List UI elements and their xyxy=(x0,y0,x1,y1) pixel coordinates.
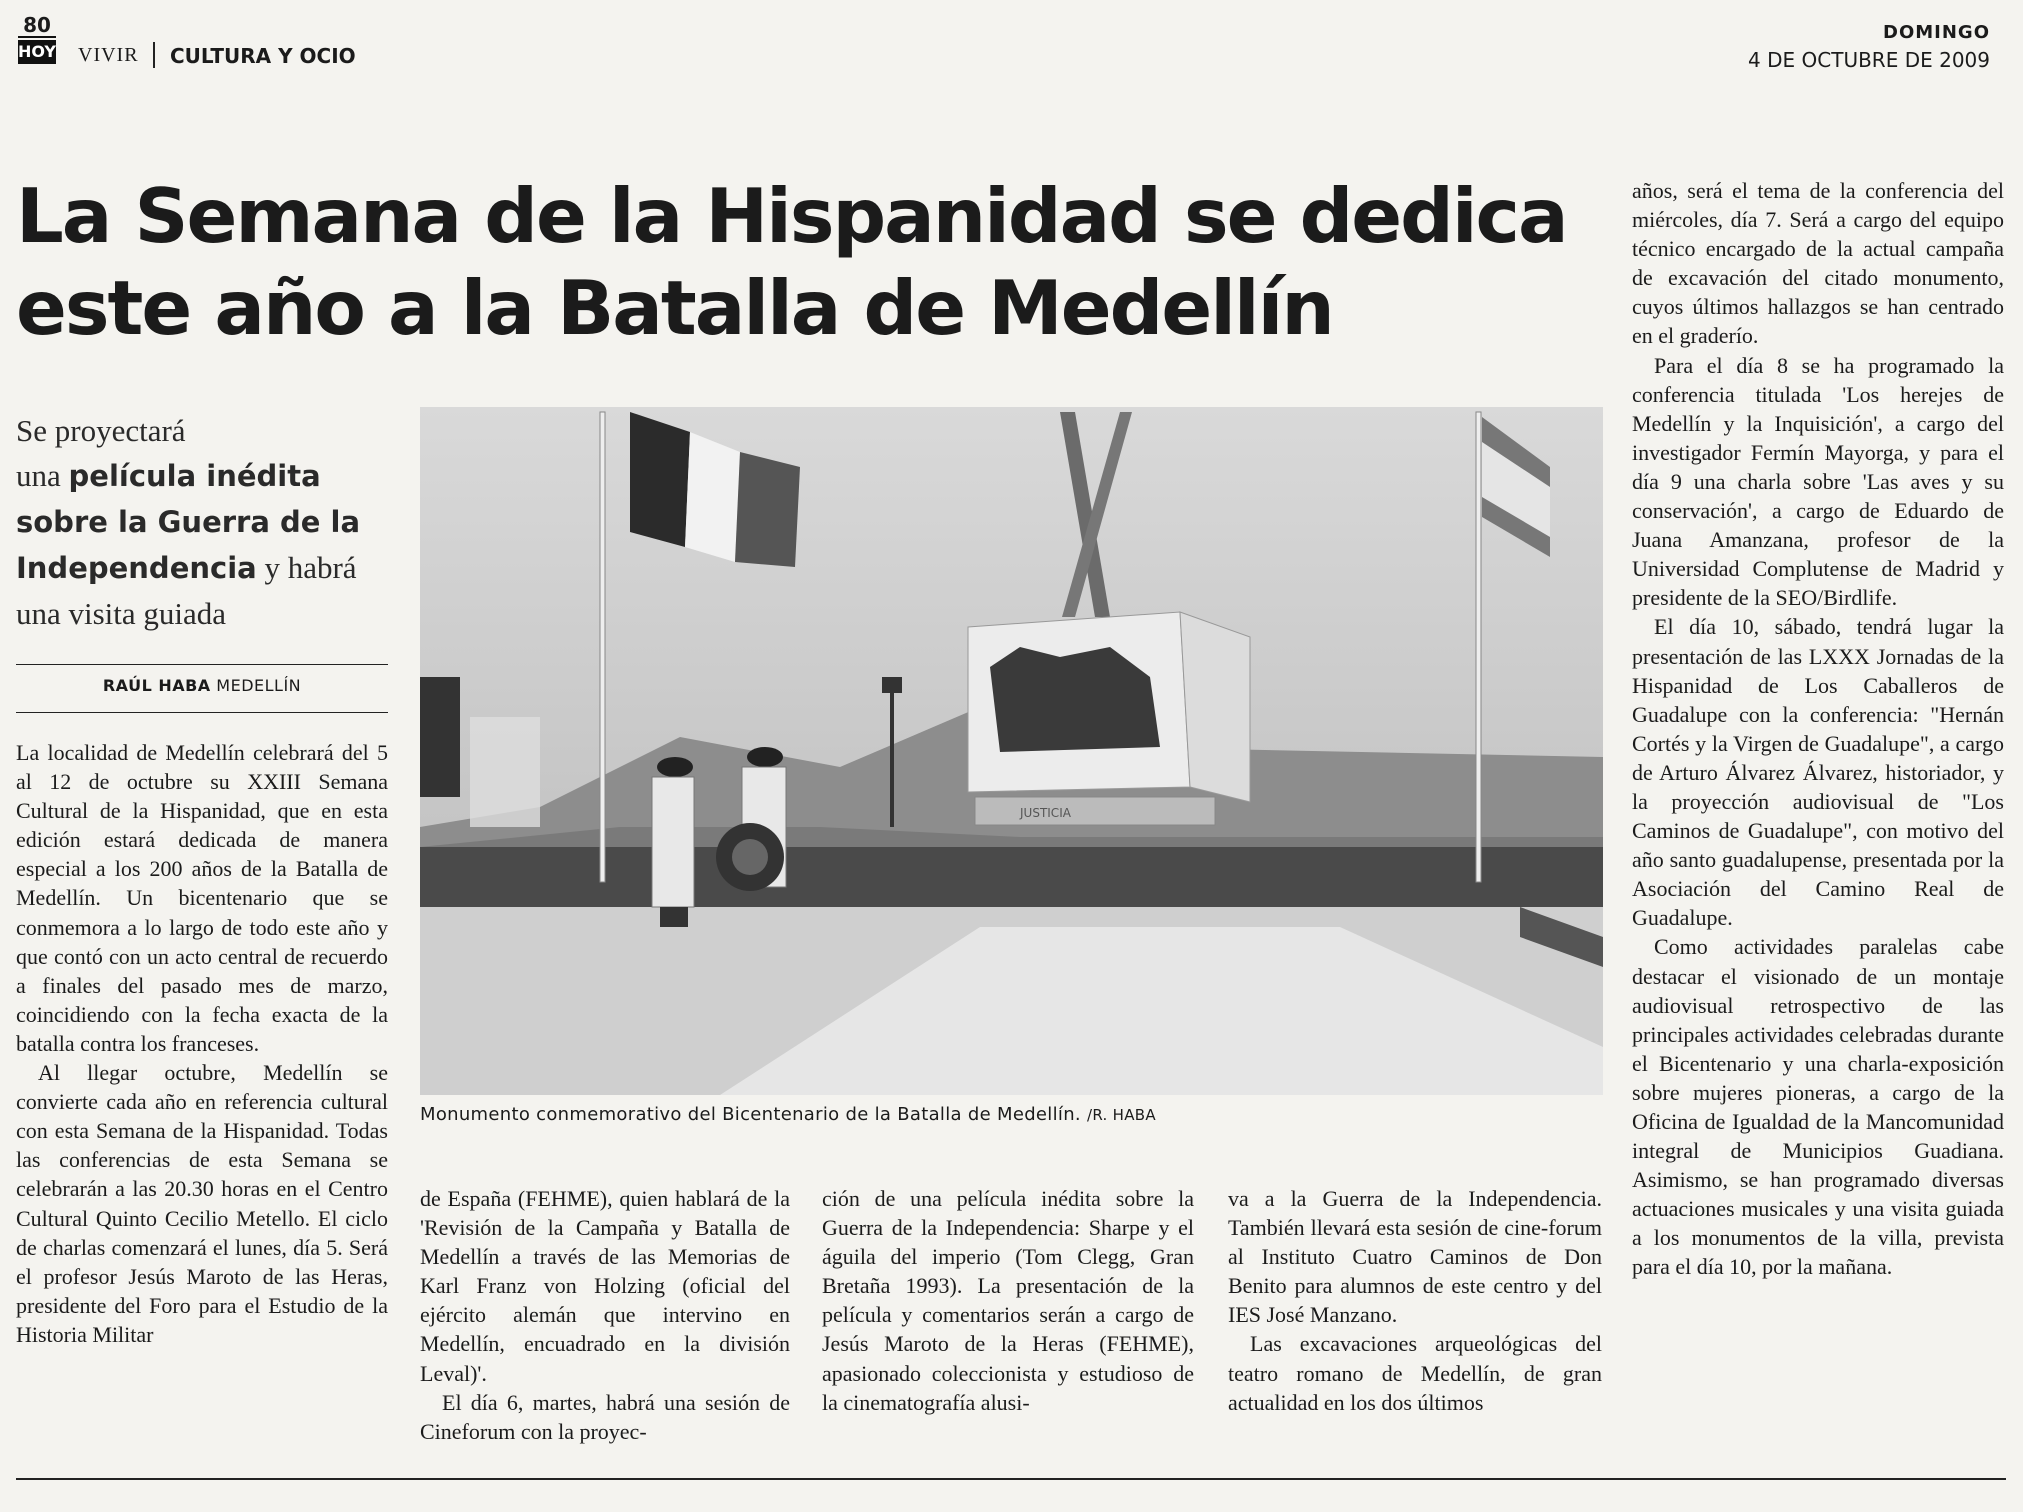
lead-emphasis: sobre la Guerra de la xyxy=(16,505,361,539)
paragraph: va a la Guerra de la Independencia. También llevará esta sesión de cine-forum al Instituto Cuatro Caminos de Don Benito para alumnos de este centro y del IES José Manzano. xyxy=(1228,1186,1602,1328)
lead-line: una xyxy=(16,458,69,493)
headline-line-1: La Semana de la Hispanidad se dedica xyxy=(16,172,1567,260)
paragraph: Al llegar octubre, Medellín se convierte cada año en referencia cultural con esta Semana de la Hispanidad. Todas las conferencias de esta Semana se celebrarán a las 20.30 horas en el Centro Cultural Quinto Cecilio Metello. El ciclo de charlas comenzará el lunes, día 5. Será el profesor Jesús Maroto de las Heras, presidente del Foro para el Estudio de la Historia Militar xyxy=(16,1060,388,1347)
headline xyxy=(16,170,1606,354)
page-number: 80 xyxy=(18,14,56,38)
paragraph: La localidad de Medellín celebrará del 5 al 12 de octubre su XXIII Semana Cultural de la Hispanidad, que en esta edición estará dedicada de manera especial a los 200 años de la Batalla de Medellín. Un bicentenario que se conmemora a lo largo de todo este año y que contó con un acto central de recuerdo a finales del pasado mes de marzo, coincidiendo con la fecha exacta de la batalla contra los franceses. xyxy=(16,740,388,1056)
paragraph: de España (FEHME), quien hablará de la 'Revisión de la Campaña y Batalla de Medellín a través de las Memorias de Karl Franz von Holzing (oficial del ejército alemán que intervino en Medellín, encuadrado en la división Leval)'. xyxy=(420,1186,790,1386)
lead-emphasis: Independencia xyxy=(16,551,257,585)
byline-rule-bottom xyxy=(16,712,388,713)
section-label: VIVIR xyxy=(78,44,139,66)
article-column-4 xyxy=(1228,1184,1602,1417)
caption-text: Monumento conmemorativo del Bicentenario de la Batalla de Medellín. xyxy=(420,1104,1081,1125)
headline-line-2: este año a la Batalla de Medellín xyxy=(16,264,1333,352)
byline-rule-top xyxy=(16,664,388,665)
article-column-5 xyxy=(1632,176,2004,1282)
monument-inscription: JUSTICIA xyxy=(1020,806,1071,820)
byline xyxy=(16,676,388,695)
page-bottom-rule xyxy=(16,1478,2006,1480)
paragraph: años, será el tema de la conferencia del miércoles, día 7. Será a cargo del equipo técnico encargado de la actual campaña de excavación del citado monumento, cuyos últimos hallazgos se han centrado en el graderío. xyxy=(1632,178,2004,349)
paragraph: Como actividades paralelas cabe destacar el visionado de un montaje audiovisual retrospectivo de las principales actividades celebradas durante el Bicentenario y una charla-exposición sobre mujeres pioneras, a cargo de la Oficina de Igualdad de la Mancomunidad integral de Municipios Guadiana. Asimismo, se han programado diversas actuaciones musicales y una visita guiada a los monumentos de la villa, prevista para el día 10, por la mañana. xyxy=(1632,934,2004,1280)
byline-location: MEDELLÍN xyxy=(216,676,302,695)
paragraph: Para el día 8 se ha programado la conferencia titulada 'Los herejes de Medellín y la Inquisición', a cargo del investigador Fermín Mayorga, y para el día 9 una charla sobre 'Las aves y su conservación', a cargo de Eduardo de Juana Amanzana, profesor de la Universidad Complutense de Madrid y presidente de la SEO/Birdlife. xyxy=(1632,352,2004,611)
paragraph: El día 10, sábado, tendrá lugar la presentación de las LXXX Jornadas de la Hispanidad de Los Caballeros de Guadalupe con la conferencia: "Hernán Cortés y la Virgen de Guadalupe", a cargo de Arturo Álvarez Álvarez, historiador, y la proyección audiovisual de "Los Caminos de Guadalupe", con motivo del año santo guadalupense, presentada por la Asociación del Camino Real de Guadalupe. xyxy=(1632,614,2004,931)
section-divider xyxy=(153,42,155,68)
photo-caption xyxy=(420,1104,1156,1125)
newspaper-logo: HOY xyxy=(18,40,56,64)
caption-credit: /R. HABA xyxy=(1086,1106,1156,1124)
article-column-2 xyxy=(420,1184,790,1446)
article-column-1 xyxy=(16,738,388,1349)
lead-subhead xyxy=(16,408,396,636)
subsection-label: CULTURA Y OCIO xyxy=(170,44,356,68)
monument-photo-illustration xyxy=(420,407,1603,1095)
weekday: DOMINGO xyxy=(1883,22,1990,43)
byline-author: RAÚL HABA xyxy=(102,676,211,695)
paragraph: Las excavaciones arqueológicas del teatro romano de Medellín, de gran actualidad en los dos últimos xyxy=(1228,1331,1602,1415)
paragraph: El día 6, martes, habrá una sesión de Cineforum con la proyec- xyxy=(420,1389,790,1444)
lead-line: una visita guiada xyxy=(16,596,227,631)
lead-line: Se proyectará xyxy=(16,413,186,448)
publication-date: 4 DE OCTUBRE DE 2009 xyxy=(1748,48,1990,72)
lead-line: y habrá xyxy=(256,550,357,585)
article-column-3 xyxy=(822,1184,1194,1417)
lead-emphasis: película inédita xyxy=(68,459,321,493)
article-photo xyxy=(420,407,1603,1095)
paragraph: ción de una película inédita sobre la Guerra de la Independencia: Sharpe y el águila del imperio (Tom Clegg, Gran Bretaña 1993). La presentación de la película y comentarios serán a cargo de Jesús Maroto de la Heras (FEHME), apasionado coleccionista y estudioso de la cinematografía alusi- xyxy=(822,1186,1194,1415)
